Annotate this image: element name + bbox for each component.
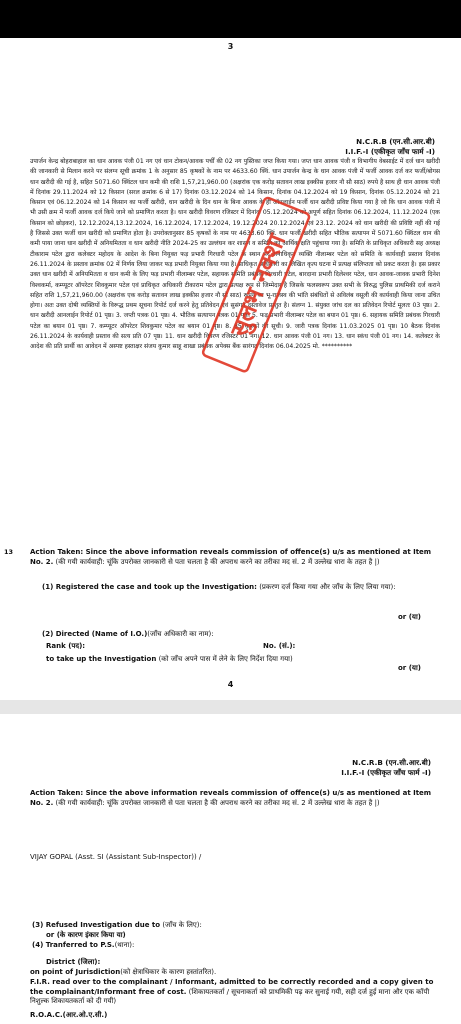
item-2-label: (2) Directed (Name of I.O.) — [42, 630, 148, 638]
roac-label: R.O.A.C.(आर.ओ.ए.सी.) — [30, 1011, 108, 1019]
form-header — [345, 137, 435, 157]
stamp-text: सुलभ नक्शा — [224, 230, 292, 341]
item-3-label: (3) Refused Investigation due to — [32, 921, 161, 929]
page-gap — [0, 700, 461, 714]
ncrb-label-page-2: N.C.R.B (एन.सी.आर.बी) — [352, 758, 431, 767]
jurisdiction-label-hindi: (को क्षेत्राधिकार के कारण हस्तांतरित). — [120, 968, 217, 976]
item-4-label: (4) Tranferred to P.S. — [32, 941, 115, 949]
item-3-refused — [32, 921, 444, 931]
item-2-directed — [42, 630, 442, 640]
page-number-top: 3 — [227, 42, 234, 51]
page-number-bottom: 4 — [227, 680, 234, 689]
item-2-label-hindi: (जाँच अधिकारी का नाम): — [147, 630, 214, 638]
complaint-body-paragraph: उपार्जन केन्द्र बोहराबाहाल का धान आवक पंजी 01 नग एवं धान टोकन/आवक पर्चीं की 02 नग पुस्तिका जप्त किया गया। जप्त धान आवक पंजी व विभागीय वेबसाईट में दर्ज धान खरीदी की जानकारी से मिलान करने पर संलग्न सूची क्रमांक 1 के अनुसार 85 कृषकों के नाम पर 4633.60 क्विं. धान उपार्जन केन्द्र के धान आवक पंजी में फर्जी आवक दर्ज कर फर्जी/बोगस धान खरीदी की गई है, सहित 5071.60 क्विंटल धान कमी की राशि 1,57,21,960.00 (अक्षरांक एक करोड़ सतावन लाख इक्कीस हजार नौ सौ साठ) रुपये है साथ ही धान आवक पंजी में दिनांक 29.11.2024 को 12 किसान (सरल क्रमांक 6 से 17) दिनांक 03.12.2024 को 14 किसान, दिनांक 04.12.2024 को 19 किसान, दिनांक 05.12.2024 को 21 किसान एवं 06.12.2024 को 14 किसान का फर्जी खरीदी, धान खरीदी के दिन धान के बिना आवक के ही ऑनलाईन फर्जी धान खरीदी प्रविष्ट किया गया है जो कि धान आवक पंजी में भी उसी क्रम में फर्जी आवक दर्ज किये जाने को प्रमाणित करता है। धान खरीदी विवरण रजिस्टर में दिनांक 05.12.2024 को अपूर्ण सहित दिनांक 06.12.2024, 11.12.2024 (एक किसान को छोड़कर), 12.12.2024,13.12.2024, 16.12.2024, 17.12.2024, 19.12.2024 20.12.2024 एवं 23.12. 2024 को धान खरीदी की प्रविष्टि नहीं की गई है जिससे उक्त फर्जी धान खरीदी को प्रमाणित होता है। उपरोक्तानुसार 85 कृषकों के नाम पर 4633.60 क्विं. धान फर्जी खरीदी सहित भौतिक सत्यापन में 5071.60 क्विंटल धान की कमी पाया जाना धान खरीदी में अनियमितता व धान खरीदी नीति 2024-25 का उल्लंघन कर शासन व समिति को आर्थिक क्षति पहुंचाया गया है। समिति के प्राधिकृत अधिकारी सह अध्यक्ष टीकाराम पटेल द्वारा कलेक्टर महोदय के आदेश के बिना नियुक्त फड़ प्रभारी गिरधारी पटेल के स्थान पर अनाधिकृत व्यक्ति नीलाम्बर पटेल को समिति के कार्यवाही प्रस्ताव दिनांक 26.11.2024 के प्रस्ताव क्रमांक 02 में निर्णय लिया जाकर फड़ प्रभारी नियुक्त किया गया है। प्राधिकृत अधिकारी का लिखित कृत्य घटना में प्रत्यक्ष संलिप्तता को प्रकट करता है। इस प्रकार उक्त धान खरीदी में अनियमितता व धान कमी के लिए फड़ प्रभारी नीलाम्बर पटेल, सहायक समिति प्रबंधक गिरधारी पटेल, बारदाना प्रभारी दिलेश्वर पटेल, धान आवक-जावक प्रभारी दिनेश विश्वकर्मा, कम्प्यूटर ऑपरेटर शिवकुमार पटेल एवं प्राधिकृत अधिकारी टीकाराम पटेल द्वारा प्रत्यक्ष रूप से जिम्मेदार है जिसके फलस्वरूप उक्त सभी के विरुद्ध पुलिस प्राथमिकी दर्ज कराने सहित राशि 1,57,21,960.00 (अक्षरांक एक करोड़ सतावन लाख इक्कीस हजार नौ सौ साठ) रूपये का भू-राजस्व की भांति संबंधितों से अविलंब वसूली की कार्यवाही किया जाना उचित होगा। अतः उक्त दोषी व्यक्तियों के विरूद्ध प्रथम सूचना रिपोर्ट दर्ज करने हेतु प्रतिवेदन एवं सुसंगत दस्तावेज प्रस्तुत है। संलग्न 1. संयुक्त जांच दल का प्रतिवेदन रिपोर्ट मूलतः 03 पृष्ठ। 2. धान खरीदी आनलाईन रिपोर्ट 01 पृष्ठ। 3. जप्ती पत्रक 01 पृष्ठ। 4. भौतिक सत्यापन पत्रक 01 पृष्ठ। 5. फड़ प्रभारी नीलाम्बर पटेल का बयान 01 पृष्ठ। 6. सहायक समिति प्रबंधक गिरधारी पटेल का बयान 01 पृष्ठ। 7. कम्प्यूटर ऑपरेटर शिवकुमार पटेल का बयान 01 पृष्ठ। 8. 85 कृषकों की सूची। 9. जारी पत्रक दिनांक 11.03.2025 01 पृष्ठ। 10 बैठक दिनांक 26.11.2024 के कार्यवाही प्रस्ताव की सत्य प्रति 07 पृष्ठ। 11. धान खरीदी विवरण रजिस्टर 01 नग। 12. धान आवक पंजी 01 नग। 13. धान स्कंध पंजी 01 नग। 14. कलेक्टर के आदेश की प्रति प्रार्थी का आवेदन में अस्पष्ट हस्ताक्षर संजय कुमार साहू शाखा प्रबंधक अपेक्स बैंक सारंगढ़ दिनांक 06.04.2025 मो. ********** — [30, 158, 440, 351]
take-up-label-hindi: (को जाँच अपने पास में लेने के लिए निर्देश दिया गया) — [158, 655, 293, 663]
top-bar — [0, 0, 461, 38]
item-1-label-hindi: (प्रकरण दर्ज किया गया और जाँच के लिए लिया गया): — [259, 583, 396, 591]
no-label: No. (सं.): — [263, 642, 296, 650]
district-label: District (जिला): — [46, 958, 101, 966]
action-taken-hindi-page-2: (की गयी कार्यवाही: चूंकि उपरोक्त जानकारी से पता चलता है की अपराध करने का तरीका मद सं. 2 में उल्लेख धारा के तहत है |) — [55, 798, 380, 807]
jurisdiction-label: on point of Jurisdiction — [30, 968, 121, 976]
rank-label: Rank (पद): — [46, 642, 86, 650]
item-4-transferred — [32, 941, 444, 951]
action-taken-title-page-2: Action Taken: Since the above information reveals commission of offence(s) u/s as mentioned at Item No. 2. — [30, 789, 432, 807]
fir-read-over-text: F.I.R. read over to the complainant / Informant, admitted to be correctly recorded and a copy given to the complainant/Informant free of cost. — [30, 978, 434, 996]
item-3-label-hindi: (जाँच के लिए): — [162, 921, 202, 929]
iif-label: I.I.F.-I (एकीकृत जाँच फार्म -I) — [345, 147, 435, 156]
or-text-2: or (या) — [398, 664, 421, 672]
ncrb-label: N.C.R.B (एन.सी.आर.बी) — [356, 137, 435, 146]
iif-label-page-2: I.I.F.-I (एकीकृत जाँच फार्म -I) — [341, 768, 431, 777]
action-taken-title-hindi: (की गयी कार्यवाही: चूंकि उपरोक्त जानकारी से पता चलता है की अपराध करने का तरीका मद सं. 2 में उल्लेख धारा के तहत है |) — [55, 557, 380, 566]
take-up-investigation — [46, 655, 442, 665]
item-3-or: or (के कारण इंकार किया या) — [46, 931, 126, 939]
form-header-page-2 — [341, 758, 431, 778]
investigating-officer: VIJAY GOPAL (Asst. SI (Assistant Sub-Inspector)) / — [30, 853, 202, 861]
jurisdiction-line — [30, 968, 442, 978]
section-13-number: 13 — [4, 548, 14, 556]
action-taken-page-2 — [30, 789, 440, 808]
or-text-1: or (या) — [398, 613, 421, 621]
item-4-label-hindi: (थाना): — [114, 941, 135, 949]
take-up-label: to take up the Investigation — [46, 655, 157, 663]
item-1-label: (1) Registered the case and took up the Investigation: — [42, 583, 257, 591]
action-taken-section — [4, 548, 442, 567]
item-1-registered — [42, 583, 442, 593]
fir-read-over — [30, 978, 442, 1007]
action-taken-title: Action Taken: Since the above information reveals commission of offence(s) u/s as mentioned at Item No. 2. — [30, 548, 432, 566]
fir-read-over-hindi: (शिकायतकर्ता / सूचनाकर्ता को प्राथमिकी पढ़ कर सुनाई गयी, सही दर्ज हुई माना और एक कॉपी निशुल्क शिकायतकर्ता को दी गयी) — [30, 987, 430, 1006]
